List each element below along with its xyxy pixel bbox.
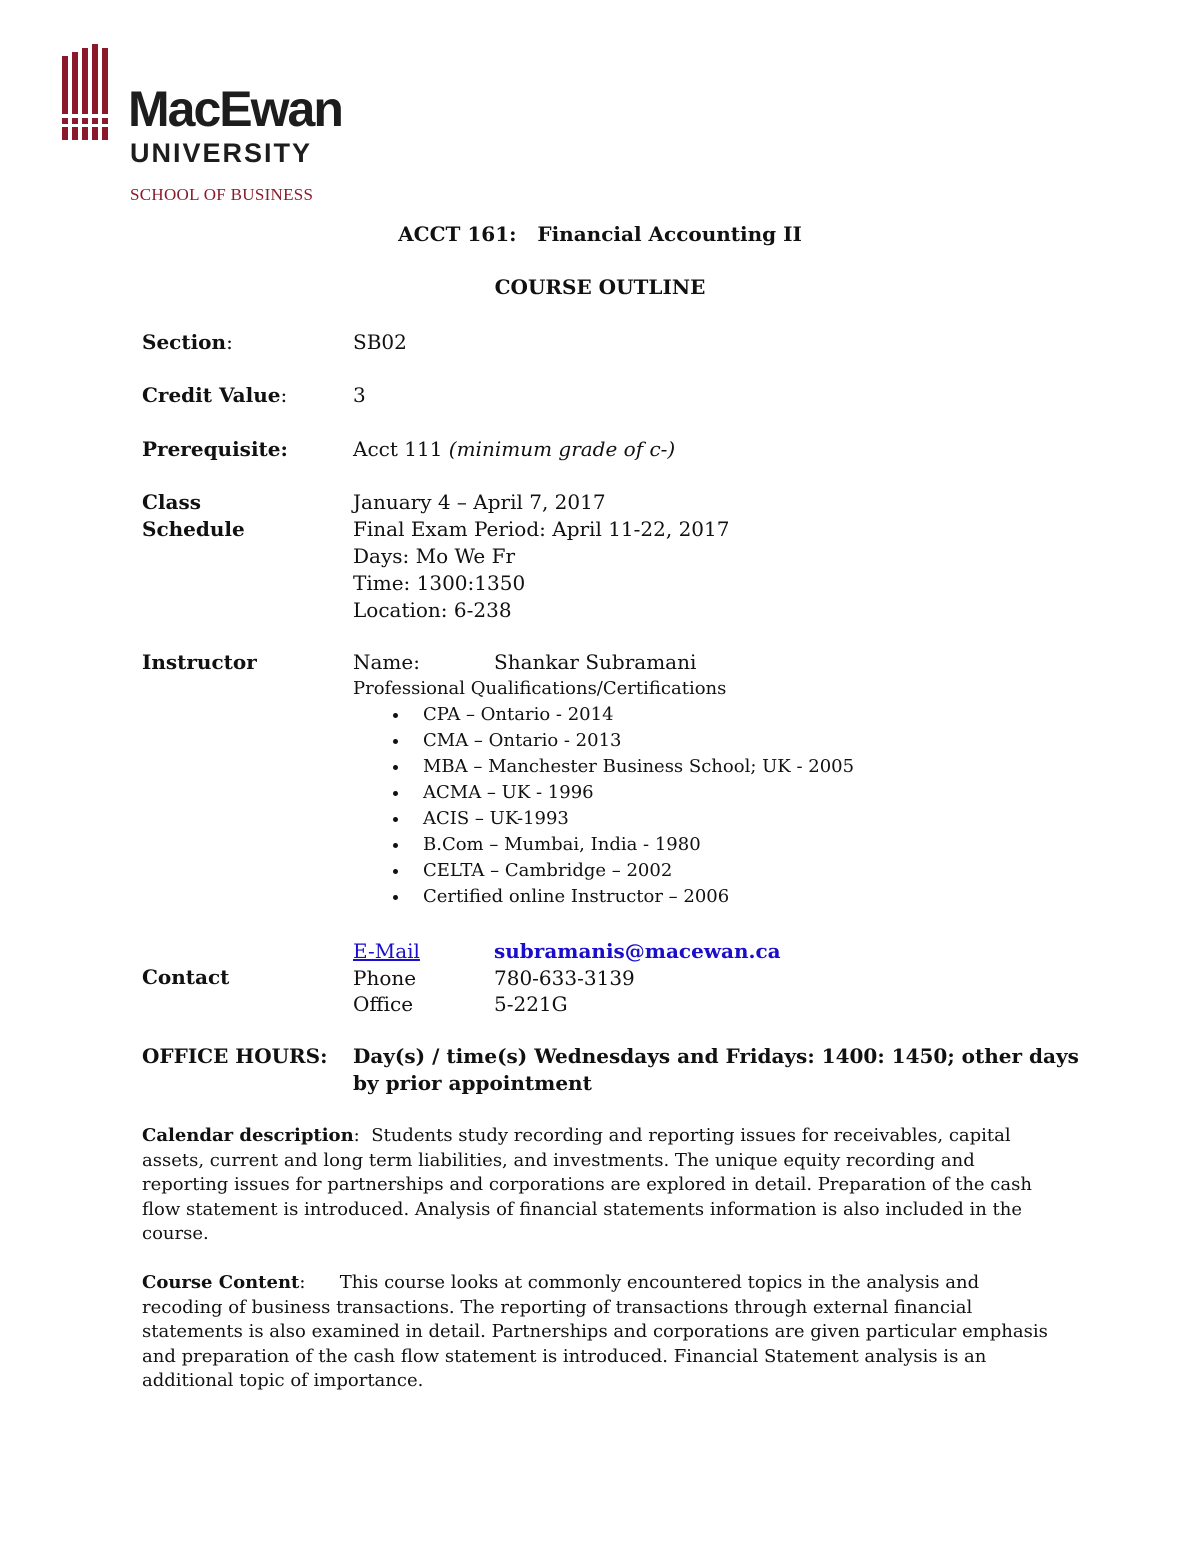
macewan-logo [62, 42, 382, 212]
schedule-location: Location: 6-238 [353, 598, 512, 622]
course-content: Course Content: This course looks at commonly encountered topics in the analysis and recoding of business transactions. The reporting of transactions through external financial statements is also examined in detail. Partnerships and corporations are given particular emphasis and preparation of the cash flow statement is introduced. Financial Statement analysis is an additional topic of importance. [142, 1272, 1048, 1391]
section-label: Section: [142, 330, 233, 354]
logo-name: MacEwan [128, 81, 342, 137]
email-address[interactable]: subramanis@macewan.ca [494, 939, 781, 963]
course-title: ACCT 161: Financial Accounting II [398, 222, 802, 246]
office-value: 5-221G [494, 992, 568, 1016]
qualifications-list [353, 702, 854, 910]
credit-label: Credit Value: [142, 383, 288, 407]
instructor-label: Instructor [142, 650, 257, 674]
office-hours-label: OFFICE HOURS: [142, 1044, 328, 1068]
instructor-name-line: Name: Shankar Subramani [353, 650, 697, 674]
prerequisite-label: Prerequisite: [142, 437, 288, 461]
section-value: SB02 [353, 330, 407, 354]
office-hours-value: Day(s) / time(s) Wednesdays and Fridays: 1400: 1450; other days by prior appointment [353, 1044, 1079, 1095]
schedule-days: Days: Mo We Fr [353, 544, 516, 568]
phone-key: Phone [353, 966, 417, 990]
university-emblem-icon [62, 44, 122, 144]
course-content-text: This course looks at commonly encountered topics in the analysis and recoding of business transactions. The reporting of transactions through external financial statements is also examined in detail. Partnerships and corporations are given particular emphasis and preparation of the cash flow statement is introduced. Financial Statement analysis is an additional topic of importance. [142, 1272, 1048, 1391]
schedule-exam: Final Exam Period: April 11-22, 2017 [353, 517, 730, 541]
list-item: MBA – Manchester Business School; UK - 2005 [353, 754, 854, 780]
office-hours-row [142, 1043, 1082, 1099]
list-item: CPA – Ontario - 2014 [353, 702, 854, 728]
calendar-description-label: Calendar description [142, 1125, 354, 1146]
credit-value: 3 [353, 383, 366, 407]
course-content-label: Course Content [142, 1272, 300, 1293]
instructor-details [353, 649, 854, 910]
schedule-time: Time: 1300:1350 [353, 571, 526, 595]
list-item: CMA – Ontario - 2013 [353, 728, 854, 754]
list-item: ACMA – UK - 1996 [353, 780, 854, 806]
phone-value: 780-633-3139 [494, 966, 635, 990]
schedule-label: Class Schedule [142, 490, 245, 541]
list-item: CELTA – Cambridge – 2002 [353, 858, 854, 884]
logo-school: SCHOOL OF BUSINESS [130, 185, 314, 204]
logo-university: UNIVERSITY [130, 138, 313, 168]
schedule-details [353, 489, 729, 624]
list-item: Certified online Instructor – 2006 [353, 884, 854, 910]
prerequisite-value: Acct 111 (minimum grade of c-) [353, 437, 676, 461]
schedule-dates: January 4 – April 7, 2017 [353, 490, 606, 514]
course-outline-heading: COURSE OUTLINE [494, 275, 706, 299]
calendar-description-text: Students study recording and reporting issues for receivables, capital assets, current and long term liabilities, and investments. The unique equity recording and reporting issues for partnerships and corporations are explored in detail. Preparation of the cash flow statement is introduced. Analysis of financial statements information is also included in the course. [142, 1125, 1032, 1244]
contact-label: Contact [142, 965, 230, 989]
calendar-description: Calendar description: Students study recording and reporting issues for receivables, capital assets, current and long term liabilities, and investments. The unique equity recording and reporting issues for partnerships and corporations are explored in detail. Preparation of the cash flow statement is introduced. Analysis of financial statements information is also included in the course. [142, 1125, 1032, 1244]
contact-details [353, 938, 781, 1016]
office-key: Office [353, 992, 414, 1016]
qualifications-heading: Professional Qualifications/Certifications [353, 678, 727, 699]
email-link[interactable]: E-Mail [353, 939, 420, 963]
list-item: ACIS – UK-1993 [353, 806, 854, 832]
prerequisite-note: (minimum grade of c-) [448, 437, 676, 461]
instructor-name: Shankar Subramani [494, 650, 697, 674]
list-item: B.Com – Mumbai, India - 1980 [353, 832, 854, 858]
